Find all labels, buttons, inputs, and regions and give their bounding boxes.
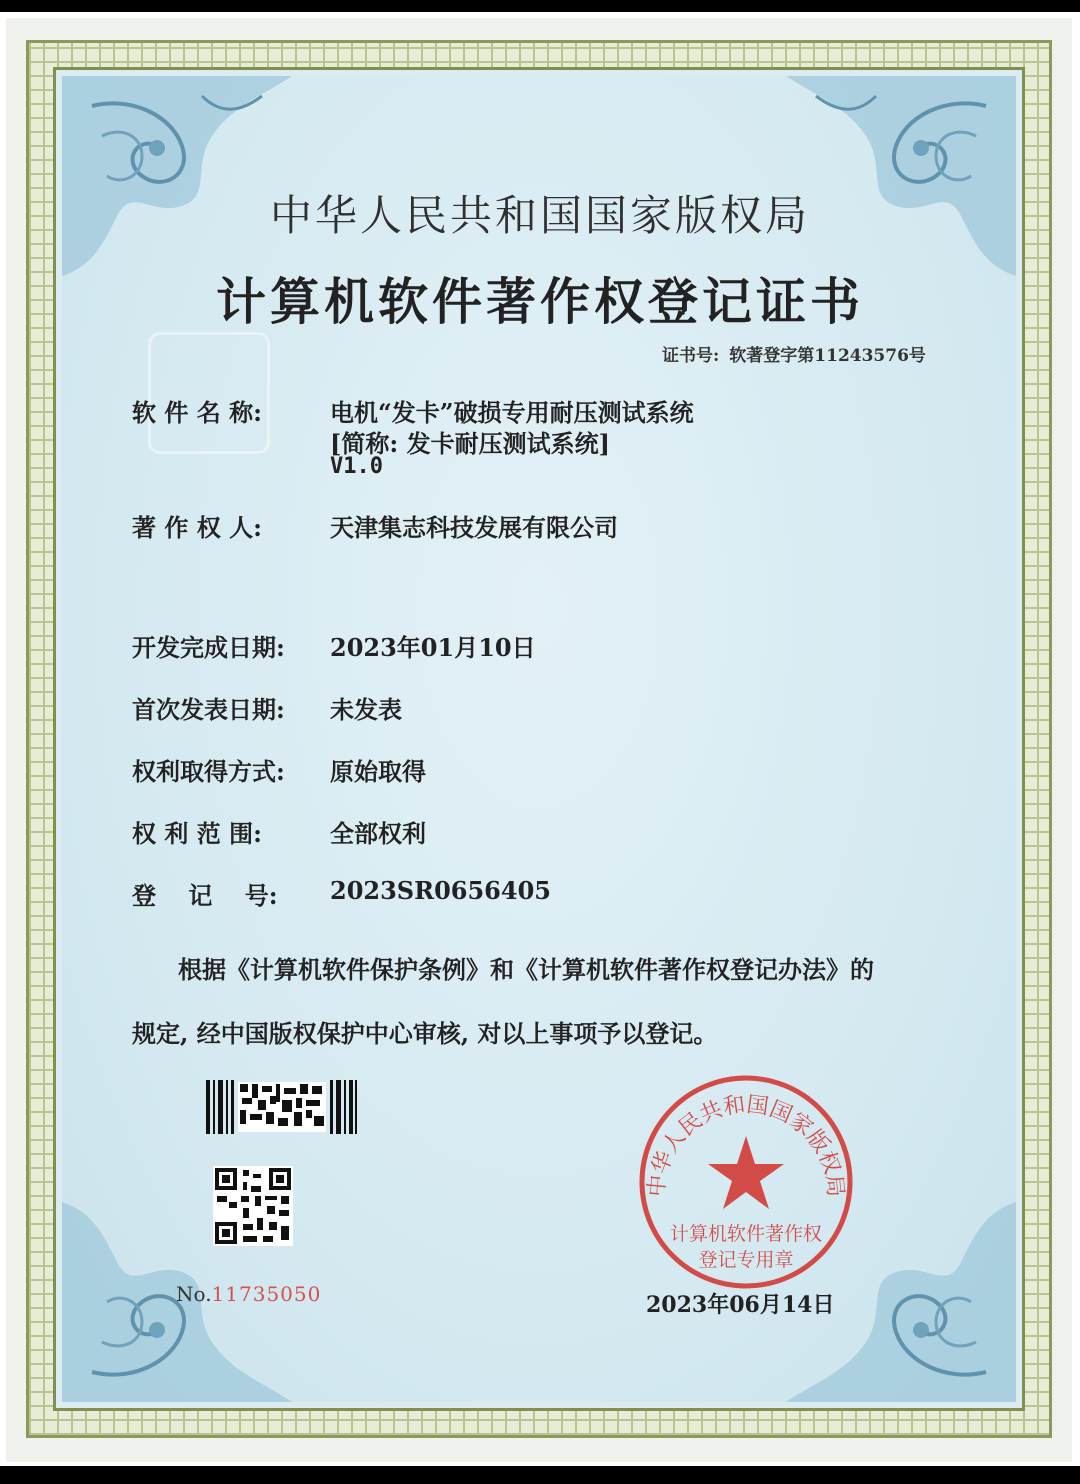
official-red-seal-icon (636, 1072, 856, 1292)
reg-no-row (132, 876, 330, 911)
software-name-label: 软 件 名 称: (132, 398, 262, 427)
serial-number-value: 11735050 (211, 1282, 322, 1306)
serial-number (176, 1282, 321, 1306)
certificate-number-label: 证书号: (662, 346, 720, 366)
scope-label: 权 利 范 围: (132, 819, 262, 848)
dev-date-value: 2023年01月10日 (330, 633, 536, 662)
acquire-row (132, 752, 330, 787)
owner-value: 天津集志科技发展有限公司 (330, 513, 618, 542)
bottom-black-band (0, 1466, 1080, 1484)
statement-line-1: 根据《计算机软件保护条例》和《计算机软件著作权登记办法》的 (178, 955, 874, 984)
software-short-name: [简称: 发卡耐压测试系统] (330, 429, 610, 458)
issue-date: 2023年06月14日 (646, 1292, 835, 1318)
top-black-band (0, 0, 1080, 12)
greek-key-border (26, 40, 1052, 1438)
svg-text:中华人民共和国国家版权局: 中华人民共和国国家版权局 (644, 1092, 848, 1198)
certificate-title: 计算机软件著作权登记证书 (216, 272, 864, 331)
owner-row (132, 508, 330, 543)
owner-label: 著 作 权 人: (132, 513, 262, 542)
reg-no-label: 登 记 号: (132, 881, 278, 910)
dev-date-label: 开发完成日期: (132, 633, 285, 662)
svg-text:计算机软件著作权: 计算机软件著作权 (669, 1223, 823, 1245)
certificate-number (662, 341, 926, 366)
qr-code-icon (213, 1166, 293, 1246)
svg-text:登记专用章: 登记专用章 (698, 1249, 794, 1271)
acquire-label: 权利取得方式: (132, 757, 285, 786)
acquire-value: 原始取得 (330, 757, 426, 786)
software-name-row (132, 393, 330, 428)
corner-ornament-icon (62, 76, 292, 276)
software-name-value: 电机“发卡”破损专用耐压测试系统 (330, 398, 694, 427)
dev-date-row (132, 628, 330, 663)
publish-date-value: 未发表 (330, 695, 402, 724)
issuing-authority: 中华人民共和国国家版权局 (269, 191, 810, 240)
publish-date-row (132, 690, 330, 725)
barcode-icon (206, 1080, 358, 1134)
certificate-number-value: 软著登字第11243576号 (729, 346, 926, 366)
publish-date-label: 首次发表日期: (132, 695, 285, 724)
statement-line-2: 规定, 经中国版权保护中心审核, 对以上事项予以登记。 (132, 1019, 718, 1048)
reg-no-value: 2023SR0656405 (330, 876, 551, 905)
scope-value: 全部权利 (330, 819, 426, 848)
software-version: V1.0 (330, 454, 383, 479)
serial-prefix: No. (176, 1282, 212, 1306)
corner-ornament-icon (786, 76, 1016, 276)
scope-row (132, 814, 330, 849)
